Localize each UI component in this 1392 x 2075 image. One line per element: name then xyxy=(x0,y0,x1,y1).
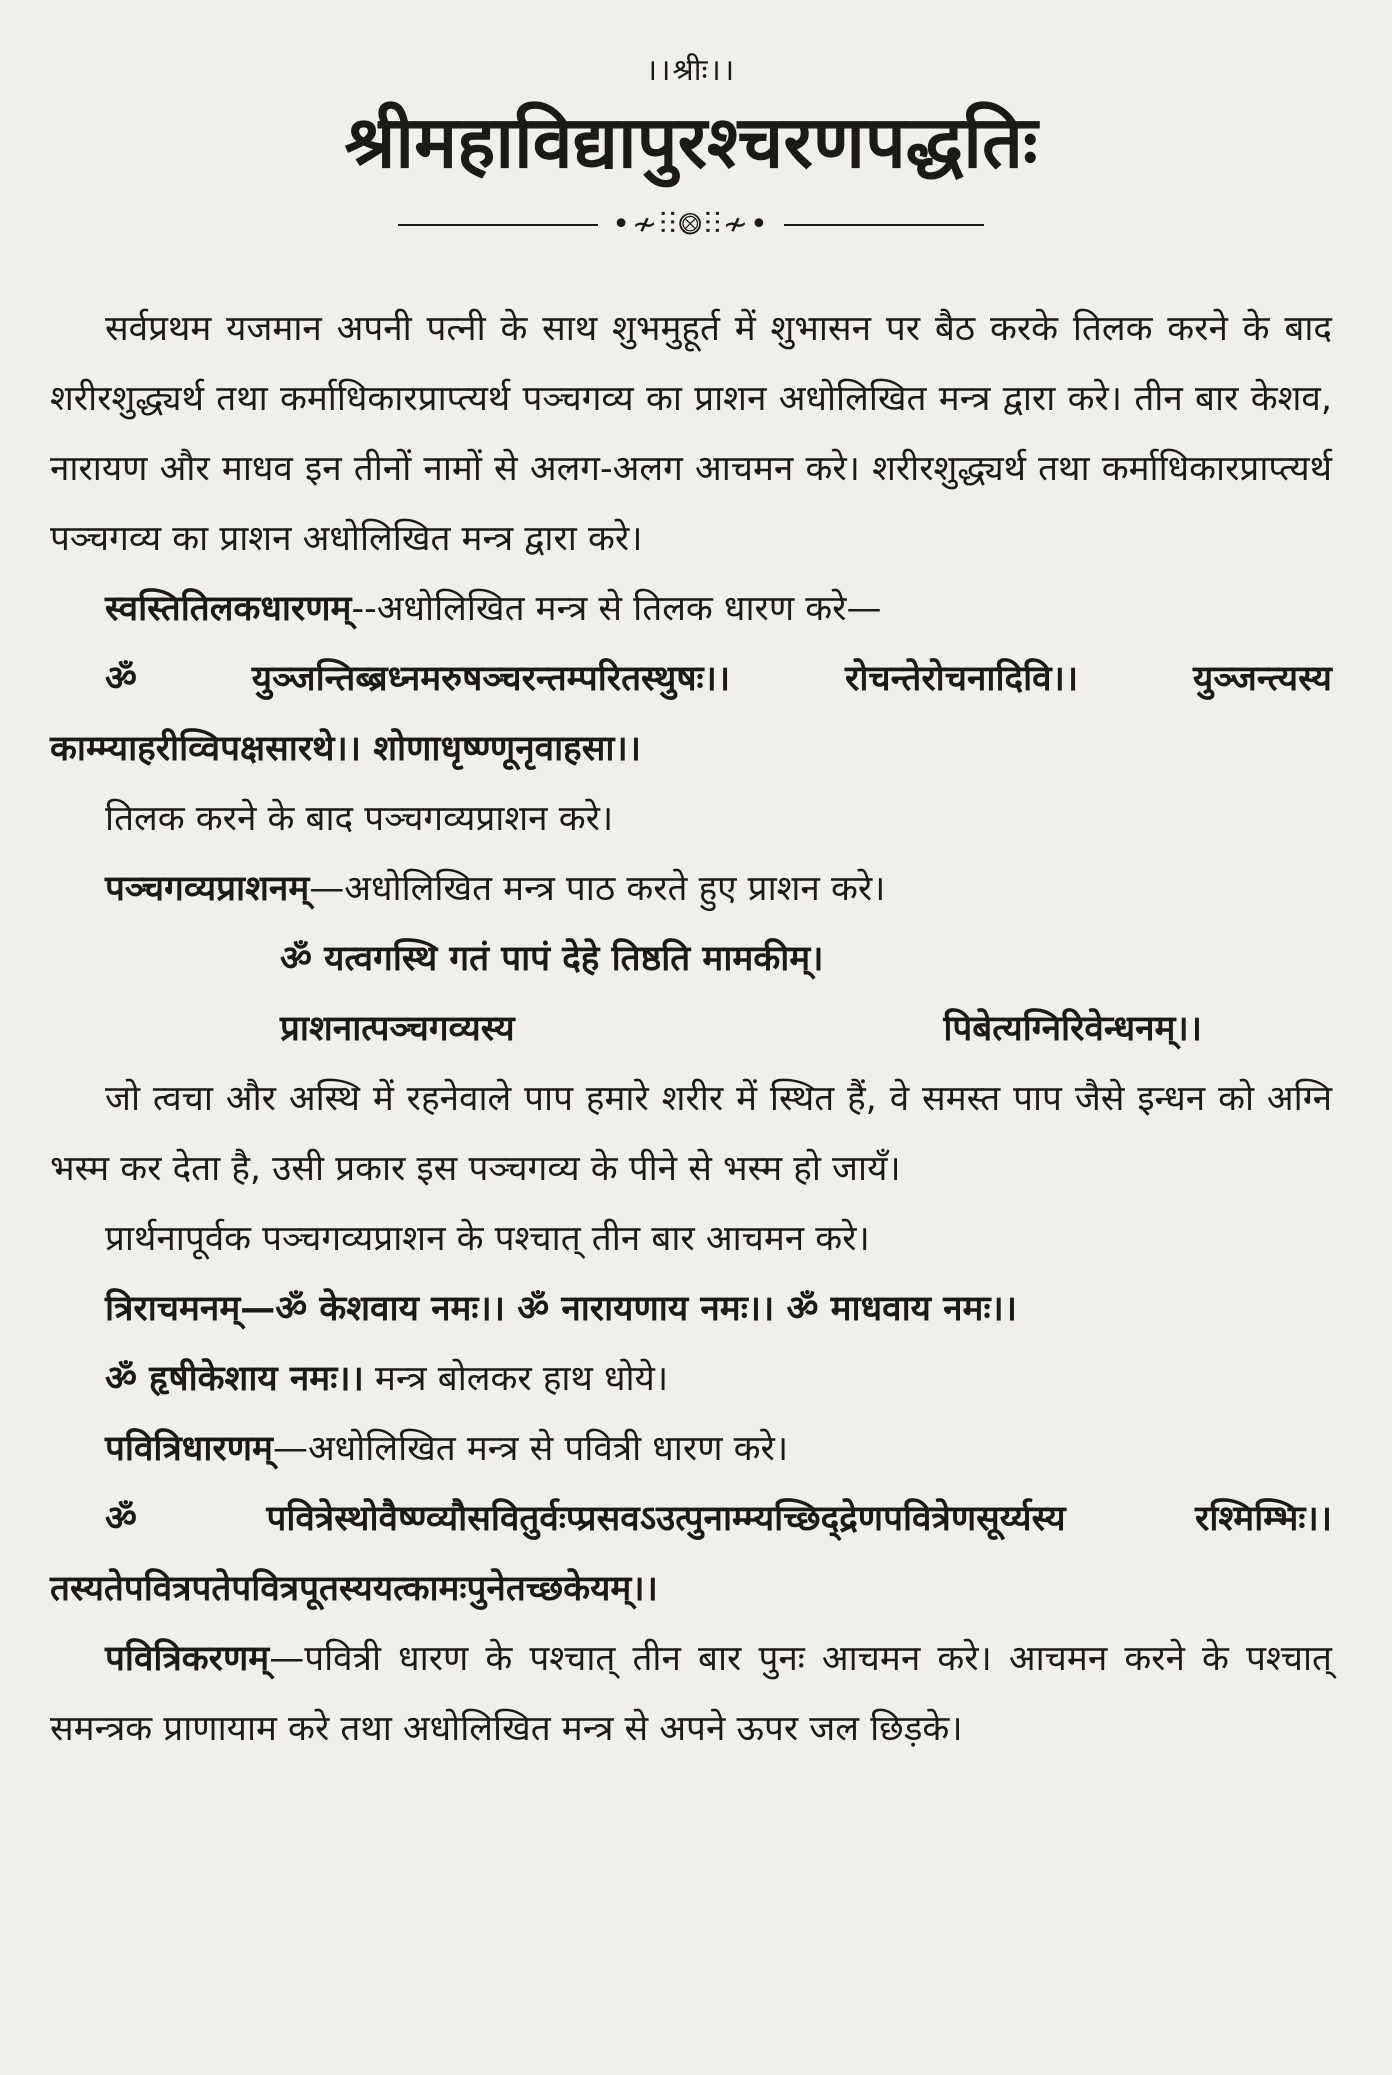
pavitri-heading: पवित्रिधारणम् xyxy=(105,1429,273,1470)
ornament-rule-left xyxy=(398,224,598,226)
top-mark: ।।श्रीः।। xyxy=(645,53,737,88)
page-title: श्रीमहाविद्यापुरश्चरणपद्धतिः xyxy=(344,100,1038,184)
verse-line-2-first: प्राशनात्पञ्चगव्यस्य xyxy=(280,1009,515,1050)
ornament-flourish: •≁⫶⫶⨷⫶⫶≁• xyxy=(612,207,770,243)
verse-line-2 xyxy=(50,994,1332,1064)
tilak-paragraph xyxy=(50,574,1332,644)
tilak-after-text: तिलक करने के बाद पञ्चगव्यप्राशन करे। xyxy=(105,799,614,840)
tilak-instruction: --अधोलिखित मन्त्र से तिलक धारण करे— xyxy=(351,589,882,630)
intro-paragraph: सर्वप्रथम यजमान अपनी पत्नी के साथ शुभमुहूर्त में शुभासन पर बैठ करके तिलक करने के बाद शरीरशुद्ध्यर्थ तथा कर्माधिकारप्राप्त्यर्थ पञ्चगव्य का प्राशन अधोलिखित मन्त्र द्वारा करे। तीन बार केशव, नारायण और माधव इन तीनों नामों से अलग-अलग आचमन करे। शरीरशुद्ध्यर्थ तथा कर्माधिकारप्राप्त्यर्थ पञ्चगव्य का प्राशन अधोलिखित मन्त्र द्वारा करे। xyxy=(50,309,1332,560)
panchagavya-paragraph xyxy=(50,854,1332,924)
pavitrikaran-heading: पवित्रिकरणम् xyxy=(105,1639,270,1680)
verse-line-1 xyxy=(50,924,1332,994)
tilak-heading: स्वस्तितिलकधारणम् xyxy=(105,589,352,630)
pavitri-instruction: —अधोलिखित मन्त्र से पवित्री धारण करे। xyxy=(272,1429,789,1470)
hrishikesh-instruction: मन्त्र बोलकर हाथ धोये। xyxy=(363,1359,669,1400)
hrishikesh-mantra: ॐ हृषीकेशाय नमः।। xyxy=(105,1359,364,1400)
tilak-mantra: ॐ युञ्जन्तिब्ब्रध्नमरुषञ्चरन्तम्परितस्थुषः।। रोचन्तेरोचनादिवि।। युञ्जन्त्यस्य काम्म्याहरीव्विपक्षसारथे।। शोणाधृष्ण्णूनृवाहसा।। xyxy=(50,659,1332,770)
verse-line-2-second: पिबेत्यग्निरिवेन्धनम्।। xyxy=(943,1009,1202,1050)
pavitrikaran-instruction: —पवित्री धारण के पश्चात् तीन बार पुनः आचमन करे। आचमन करने के पश्चात् समन्त्रक प्राणायाम करे तथा अधोलिखित मन्त्र से अपने ऊपर जल छिड़के। xyxy=(50,1639,1332,1750)
prarthana-text: प्रार्थनापूर्वक पञ्चगव्यप्राशन के पश्चात् तीन बार आचमन करे। xyxy=(105,1219,870,1260)
panchagavya-heading: पञ्चगव्यप्राशनम् xyxy=(105,869,310,910)
trirachaman-paragraph: त्रिराचमनम्—ॐ केशवाय नमः।। ॐ नारायणाय नमः।। ॐ माधवाय नमः।। xyxy=(105,1289,1018,1330)
title-ornament xyxy=(50,207,1332,242)
pavitri-mantra: ॐ पवित्रेस्थोवैष्ण्व्यौसवितुर्वःप्प्रसवऽउत्पुनाम्म्यच्छिद्द्रेणपवित्रेणसूर्य्यस्य रश्मिम्भिः।। तस्यतेपवित्रपतेपवित्रपूतस्ययत्कामःपुनेतच्छकेयम्।। xyxy=(50,1499,1332,1610)
ornament-rule-right xyxy=(784,224,984,226)
pavitri-paragraph xyxy=(50,1414,1332,1484)
panchagavya-instruction: —अधोलिखित मन्त्र पाठ करते हुए प्राशन करे। xyxy=(309,869,886,910)
hrishikesh-paragraph xyxy=(50,1344,1332,1414)
verse-line-1-text: ॐ यत्वगस्थि गतं पापं देहे तिष्ठति मामकीम्। xyxy=(280,939,824,980)
verse-meaning: जो त्वचा और अस्थि में रहनेवाले पाप हमारे शरीर में स्थित हैं, वे समस्त पाप जैसे इन्धन को अग्नि भस्म कर देता है, उसी प्रकार इस पञ्चगव्य के पीने से भस्म हो जायँ। xyxy=(50,1079,1332,1190)
pavitrikaran-paragraph xyxy=(50,1624,1332,1764)
